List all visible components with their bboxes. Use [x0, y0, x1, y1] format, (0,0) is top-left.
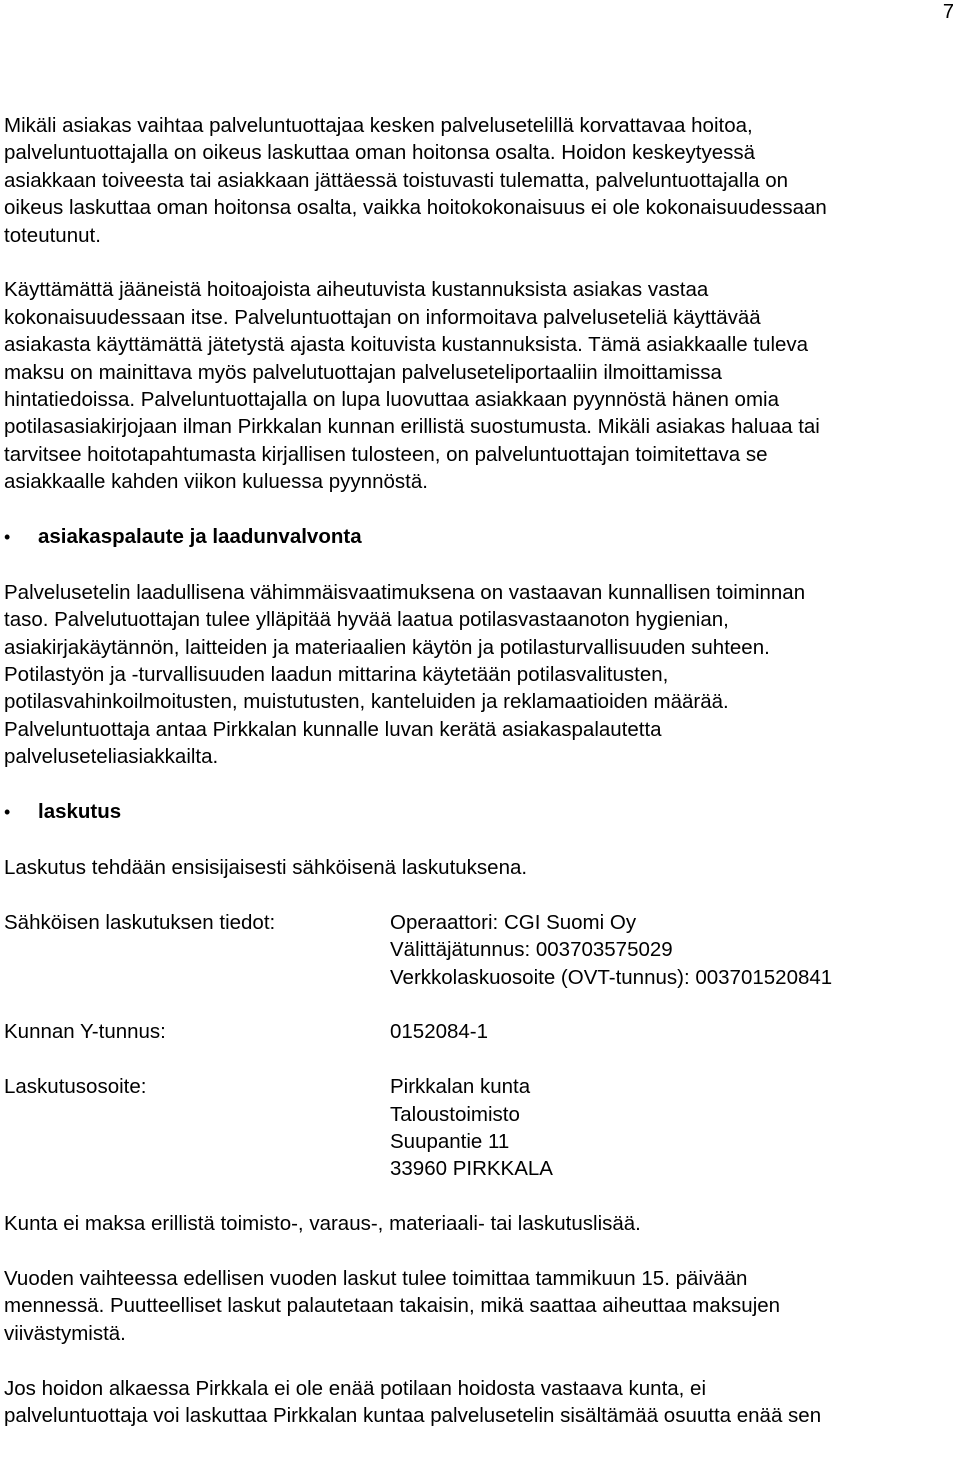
text-line: palveluntuottaja voi laskuttaa Pirkkalan kuntaa palvelusetelin sisältämää osuutta enää sen [4, 1403, 822, 1427]
text-line: asiakirjakäytännön, laitteiden ja materiaalien käytön ja potilasturvallisuuden suhteen. [4, 635, 770, 659]
field-values [390, 1018, 488, 1045]
text-line: toteutunut. [4, 223, 101, 247]
text-line: Potilastyön ja -turvallisuuden laadun mittarina käytetään potilasvalitusten, [4, 663, 669, 687]
field-value: Taloustoimisto [390, 1102, 520, 1126]
text-line: tarvitsee hoitotapahtumasta kirjallisen tulosteen, on palveluntuottajan toimitettava se [4, 442, 768, 466]
text-line: hintatiedoissa. Palveluntuottajalla on lupa luovuttaa asiakkaan pyynnöstä hänen omia [4, 388, 779, 412]
field-label: Laskutusosoite: [4, 1075, 147, 1099]
text-line: Laskutus tehdään ensisijaisesti sähköisenä laskutuksena. [4, 855, 528, 879]
field-value: Suupantie 11 [390, 1129, 510, 1153]
text-line: palveluseteliasiakkailta. [4, 745, 219, 769]
text-line: Jos hoidon alkaessa Pirkkala ei ole enää potilaan hoidosta vastaava kunta, ei [4, 1376, 707, 1400]
text-line: Kunta ei maksa erillistä toimisto-, varaus-, materiaali- tai laskutuslisää. [4, 1212, 641, 1236]
paragraph-electronic-billing [4, 854, 960, 881]
text-line: asiakasta käyttämättä jätetystä ajasta koituvista kustannuksista. Tämä asiakkaalle tuleva [4, 333, 809, 357]
text-line: taso. Palvelutuottajan tulee ylläpitää hyvää laatua potilasvastaanoton hygienian, [4, 608, 729, 632]
text-line: potilasasiakirjojaan ilman Pirkkalan kunnan erillistä suostumusta. Mikäli asiakas haluaa tai [4, 415, 820, 439]
text-line: mennessä. Puutteelliset laskut palautetaan takaisin, mikä saattaa aiheuttaa maksujen [4, 1294, 781, 1318]
section-heading-billing [4, 798, 960, 826]
text-line: Palvelusetelin laadullisena vähimmäisvaatimuksena on vastaavan kunnallisen toiminnan [4, 580, 806, 604]
text-line: palveluntuottajalla on oikeus laskuttaa oman hoitonsa osalta. Hoidon keskeytyessä [4, 141, 755, 165]
text-line: viivästymistä. [4, 1321, 126, 1345]
text-line: asiakkaalle kahden viikon kuluessa pyynnöstä. [4, 470, 428, 494]
field-label: Sähköisen laskutuksen tiedot: [4, 910, 276, 934]
text-line: potilasvahinkoilmoitusten, muistutusten, kanteluiden ja reklamaatioiden määrää. [4, 690, 729, 714]
text-line: asiakkaan toiveesta tai asiakkaan jättäessä toistuvasti tulematta, palveluntuottajalla on [4, 168, 789, 192]
page-number: 7 [942, 1, 954, 23]
paragraph-year-end-invoices [4, 1265, 960, 1347]
text-line: maksu on mainittava myös palvelutuottajan palveluseteliportaaliin ilmoittamissa [4, 360, 722, 384]
heading-text: asiakaspalaute ja laadunvalvonta [38, 525, 362, 549]
billing-info-e-invoice [4, 909, 960, 991]
billing-info-business-id [4, 1018, 960, 1045]
field-value: Välittäjätunnus: 003703575029 [390, 938, 673, 962]
bullet-icon: • [4, 527, 11, 548]
paragraph-no-extra-fees [4, 1210, 960, 1237]
text-line: Vuoden vaihteessa edellisen vuoden laskut tulee toimittaa tammikuun 15. päivään [4, 1266, 748, 1290]
text-line: Käyttämättä jääneistä hoitoajoista aiheutuvista kustannuksista asiakas vastaa [4, 278, 709, 302]
text-line: oikeus laskuttaa oman hoitonsa osalta, vaikka hoitokokonaisuus ei ole kokonaisuudessaan [4, 196, 827, 220]
field-values [390, 909, 832, 991]
field-value: Operaattori: CGI Suomi Oy [390, 910, 637, 934]
heading-text: laskutus [38, 800, 122, 824]
paragraph-quality-requirements [4, 579, 960, 771]
document-body [4, 112, 960, 1457]
section-heading-feedback [4, 523, 960, 551]
bullet-icon: • [4, 802, 11, 823]
paragraph-unused-appointments [4, 276, 960, 495]
paragraph-provider-change [4, 112, 960, 249]
field-value: Verkkolaskuosoite (OVT-tunnus): 003701520841 [390, 965, 833, 989]
field-value: 0152084-1 [390, 1020, 489, 1044]
text-line: Mikäli asiakas vaihtaa palveluntuottajaa kesken palvelusetelillä korvattavaa hoitoa, [4, 114, 753, 137]
text-line: kokonaisuudessaan itse. Palveluntuottajan on informoitava palveluseteliä käyttävää [4, 305, 761, 329]
field-value: 33960 PIRKKALA [390, 1157, 553, 1181]
field-value: Pirkkalan kunta [390, 1075, 531, 1099]
billing-info-address [4, 1073, 960, 1183]
paragraph-municipality-change [4, 1375, 960, 1430]
text-line: Palveluntuottaja antaa Pirkkalan kunnalle luvan kerätä asiakaspalautetta [4, 717, 662, 741]
field-label: Kunnan Y-tunnus: [4, 1020, 166, 1044]
field-values [390, 1073, 553, 1183]
